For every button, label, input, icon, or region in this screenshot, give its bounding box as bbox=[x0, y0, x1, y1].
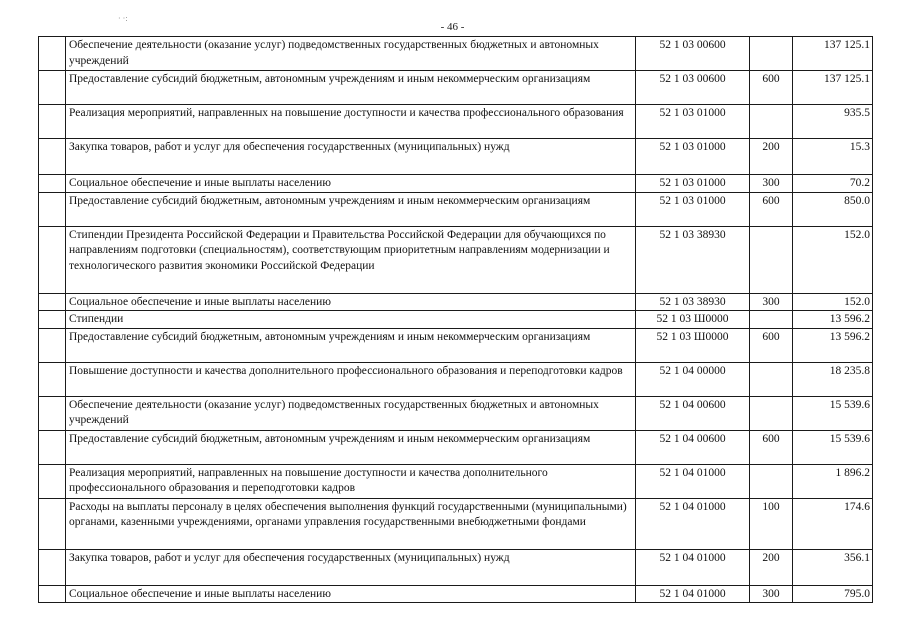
row-name-cell: Стипендии Президента Российской Федерации и Правительства Российской Федерации для обучающихся по направлениям подготовки (специальностям), соответствующим приоритетным направлениям модернизации и технологического развития экономики Российской Федерации bbox=[66, 226, 636, 293]
row-name-cell: Повышение доступности и качества дополнительного профессионального образования и переподготовки кадров bbox=[66, 362, 636, 396]
row-vr-cell bbox=[750, 311, 793, 329]
row-sum-cell: 850.0 bbox=[793, 192, 873, 226]
row-code-cell: 52 1 04 01000 bbox=[636, 498, 750, 549]
table-row bbox=[39, 498, 873, 549]
row-marker-cell bbox=[39, 311, 66, 329]
table-row bbox=[39, 430, 873, 464]
table-row bbox=[39, 105, 873, 139]
row-marker-cell bbox=[39, 498, 66, 549]
row-sum-cell: 152.0 bbox=[793, 293, 873, 311]
row-name-cell: Закупка товаров, работ и услуг для обеспечения государственных (муниципальных) нужд bbox=[66, 139, 636, 175]
table-row bbox=[39, 585, 873, 603]
row-name-cell: Стипендии bbox=[66, 311, 636, 329]
row-vr-cell bbox=[750, 37, 793, 71]
table-row bbox=[39, 226, 873, 293]
row-code-cell: 52 1 03 01000 bbox=[636, 175, 750, 193]
row-sum-cell: 356.1 bbox=[793, 549, 873, 585]
table-row bbox=[39, 139, 873, 175]
row-name-cell: Обеспечение деятельности (оказание услуг) подведомственных государственных бюджетных и автономных учреждений bbox=[66, 37, 636, 71]
row-vr-cell: 300 bbox=[750, 293, 793, 311]
row-code-cell: 52 1 03 Ш0000 bbox=[636, 311, 750, 329]
row-sum-cell: 174.6 bbox=[793, 498, 873, 549]
row-marker-cell bbox=[39, 192, 66, 226]
row-code-cell: 52 1 04 01000 bbox=[636, 585, 750, 603]
table-row bbox=[39, 71, 873, 105]
row-code-cell: 52 1 04 01000 bbox=[636, 464, 750, 498]
row-sum-cell: 15 539.6 bbox=[793, 396, 873, 430]
row-name-cell: Социальное обеспечение и иные выплаты населению bbox=[66, 175, 636, 193]
row-sum-cell: 152.0 bbox=[793, 226, 873, 293]
table-row bbox=[39, 293, 873, 311]
table-row bbox=[39, 328, 873, 362]
row-code-cell: 52 1 03 38930 bbox=[636, 226, 750, 293]
budget-table-body bbox=[39, 37, 873, 603]
row-marker-cell bbox=[39, 464, 66, 498]
table-row bbox=[39, 549, 873, 585]
row-code-cell: 52 1 03 01000 bbox=[636, 192, 750, 226]
row-name-cell: Предоставление субсидий бюджетным, автономным учреждениям и иным некоммерческим организациям bbox=[66, 430, 636, 464]
row-sum-cell: 13 596.2 bbox=[793, 328, 873, 362]
row-marker-cell bbox=[39, 430, 66, 464]
row-code-cell: 52 1 03 00600 bbox=[636, 37, 750, 71]
row-sum-cell: 70.2 bbox=[793, 175, 873, 193]
row-code-cell: 52 1 04 01000 bbox=[636, 549, 750, 585]
row-sum-cell: 137 125.1 bbox=[793, 71, 873, 105]
row-vr-cell: 100 bbox=[750, 498, 793, 549]
row-name-cell: Расходы на выплаты персоналу в целях обеспечения выполнения функций государственными (муниципальными) органами, казенными учреждениями, органами управления государственными внебюджетными фондами bbox=[66, 498, 636, 549]
row-vr-cell: 200 bbox=[750, 139, 793, 175]
row-marker-cell bbox=[39, 362, 66, 396]
row-marker-cell bbox=[39, 293, 66, 311]
row-sum-cell: 15.3 bbox=[793, 139, 873, 175]
row-sum-cell: 18 235.8 bbox=[793, 362, 873, 396]
table-row bbox=[39, 37, 873, 71]
row-name-cell: Социальное обеспечение и иные выплаты населению bbox=[66, 585, 636, 603]
row-name-cell: Предоставление субсидий бюджетным, автономным учреждениям и иным некоммерческим организациям bbox=[66, 71, 636, 105]
row-name-cell: Социальное обеспечение и иные выплаты населению bbox=[66, 293, 636, 311]
row-name-cell: Предоставление субсидий бюджетным, автономным учреждениям и иным некоммерческим организациям bbox=[66, 328, 636, 362]
budget-table bbox=[38, 36, 873, 603]
row-code-cell: 52 1 04 00600 bbox=[636, 430, 750, 464]
row-vr-cell: 600 bbox=[750, 430, 793, 464]
row-sum-cell: 13 596.2 bbox=[793, 311, 873, 329]
row-marker-cell bbox=[39, 328, 66, 362]
row-vr-cell bbox=[750, 105, 793, 139]
row-vr-cell: 300 bbox=[750, 175, 793, 193]
table-row bbox=[39, 362, 873, 396]
budget-table-container bbox=[38, 36, 873, 603]
row-code-cell: 52 1 03 Ш0000 bbox=[636, 328, 750, 362]
row-marker-cell bbox=[39, 549, 66, 585]
row-code-cell: 52 1 03 38930 bbox=[636, 293, 750, 311]
row-vr-cell bbox=[750, 396, 793, 430]
table-row bbox=[39, 464, 873, 498]
row-vr-cell: 600 bbox=[750, 192, 793, 226]
row-vr-cell bbox=[750, 464, 793, 498]
row-marker-cell bbox=[39, 396, 66, 430]
table-row bbox=[39, 311, 873, 329]
row-sum-cell: 15 539.6 bbox=[793, 430, 873, 464]
row-marker-cell bbox=[39, 139, 66, 175]
row-marker-cell bbox=[39, 37, 66, 71]
table-row bbox=[39, 175, 873, 193]
row-vr-cell bbox=[750, 226, 793, 293]
table-row bbox=[39, 192, 873, 226]
row-marker-cell bbox=[39, 105, 66, 139]
row-marker-cell bbox=[39, 585, 66, 603]
row-vr-cell: 200 bbox=[750, 549, 793, 585]
row-code-cell: 52 1 03 00600 bbox=[636, 71, 750, 105]
row-sum-cell: 935.5 bbox=[793, 105, 873, 139]
row-vr-cell: 600 bbox=[750, 328, 793, 362]
table-row bbox=[39, 396, 873, 430]
row-name-cell: Реализация мероприятий, направленных на повышение доступности и качества профессионального образования bbox=[66, 105, 636, 139]
row-code-cell: 52 1 03 01000 bbox=[636, 139, 750, 175]
row-name-cell: Предоставление субсидий бюджетным, автономным учреждениям и иным некоммерческим организациям bbox=[66, 192, 636, 226]
scan-artifact: · ·: bbox=[118, 14, 128, 23]
row-marker-cell bbox=[39, 175, 66, 193]
row-sum-cell: 1 896.2 bbox=[793, 464, 873, 498]
row-marker-cell bbox=[39, 71, 66, 105]
row-sum-cell: 795.0 bbox=[793, 585, 873, 603]
row-name-cell: Реализация мероприятий, направленных на повышение доступности и качества дополнительного профессионального образования и переподготовки кадров bbox=[66, 464, 636, 498]
row-name-cell: Закупка товаров, работ и услуг для обеспечения государственных (муниципальных) нужд bbox=[66, 549, 636, 585]
row-vr-cell bbox=[750, 362, 793, 396]
page-number: - 46 - bbox=[440, 21, 465, 33]
row-code-cell: 52 1 03 01000 bbox=[636, 105, 750, 139]
row-marker-cell bbox=[39, 226, 66, 293]
row-vr-cell: 300 bbox=[750, 585, 793, 603]
row-name-cell: Обеспечение деятельности (оказание услуг) подведомственных государственных бюджетных и автономных учреждений bbox=[66, 396, 636, 430]
row-code-cell: 52 1 04 00000 bbox=[636, 362, 750, 396]
row-sum-cell: 137 125.1 bbox=[793, 37, 873, 71]
row-code-cell: 52 1 04 00600 bbox=[636, 396, 750, 430]
row-vr-cell: 600 bbox=[750, 71, 793, 105]
